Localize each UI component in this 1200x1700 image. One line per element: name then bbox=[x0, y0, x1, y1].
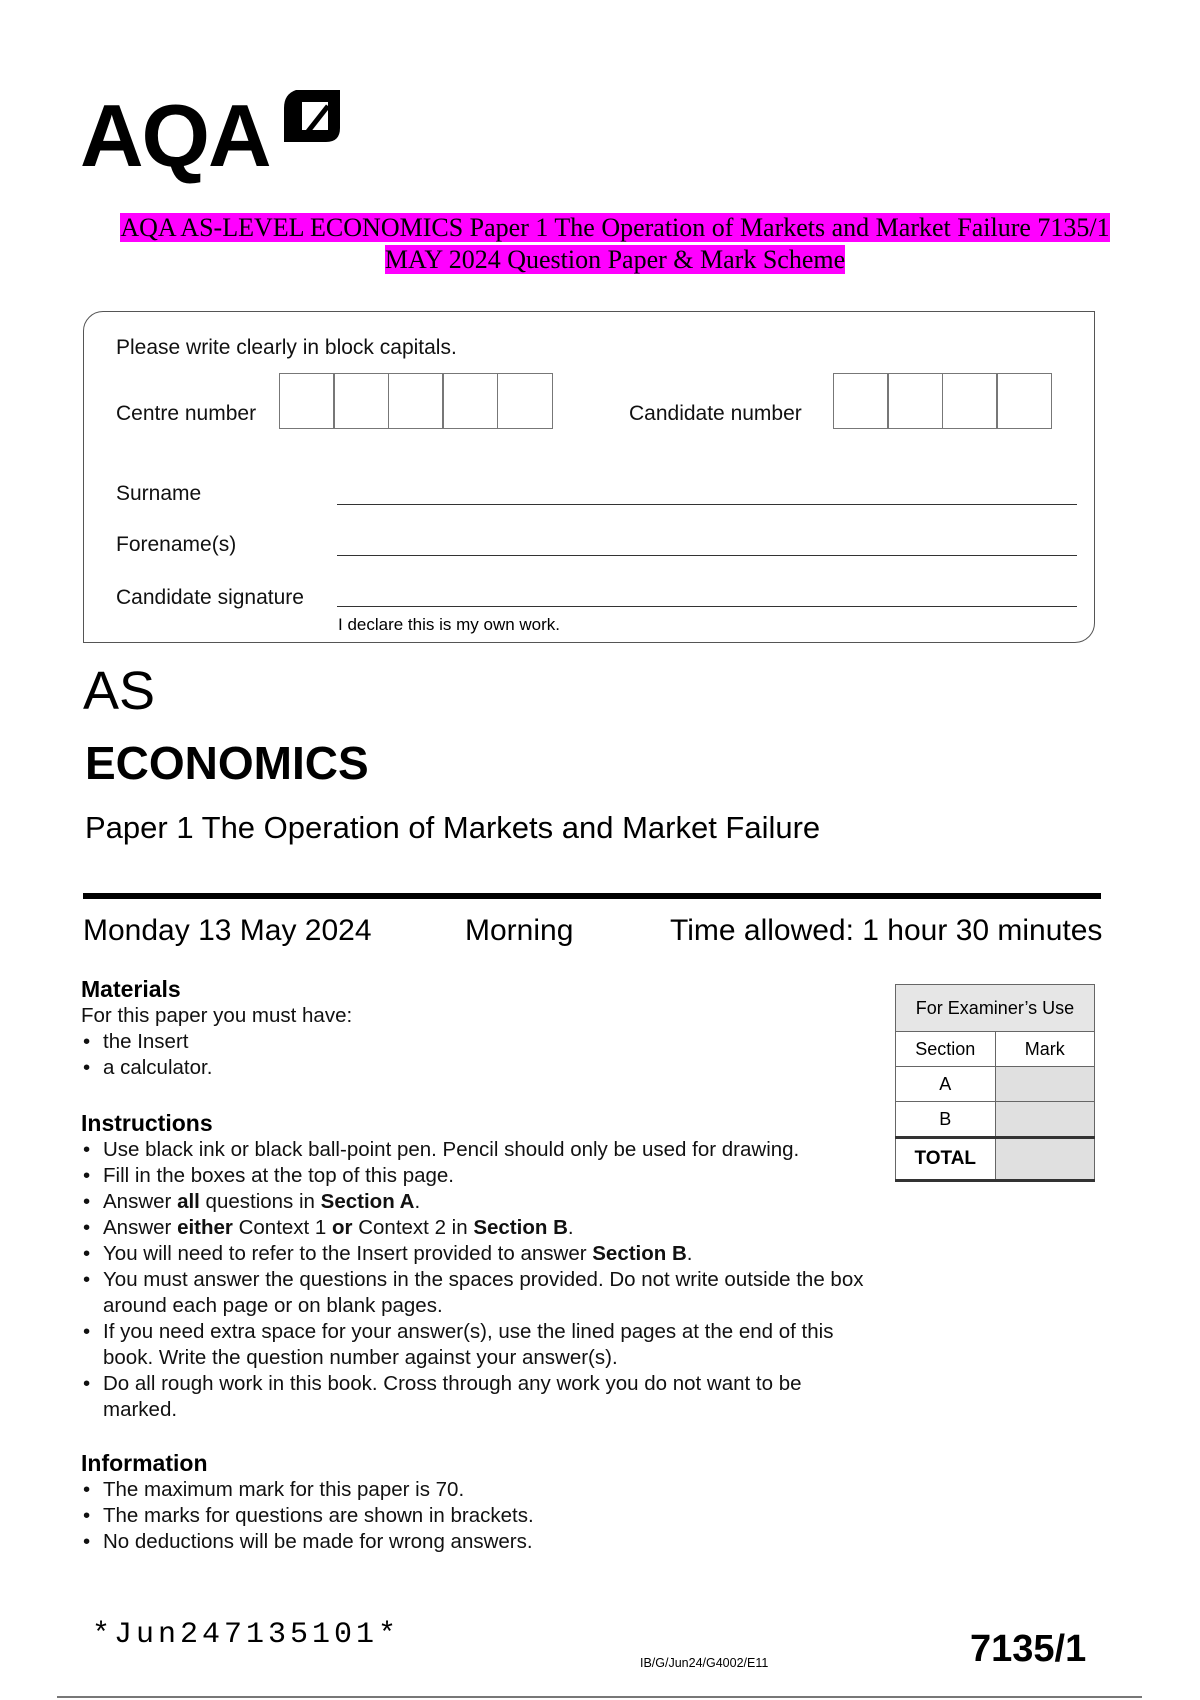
materials-heading: Materials bbox=[81, 976, 181, 1002]
aqa-leaf-icon bbox=[282, 88, 342, 150]
total-label: TOTAL bbox=[896, 1138, 996, 1181]
section-b-label: B bbox=[896, 1102, 996, 1138]
centre-number-digit[interactable] bbox=[333, 373, 389, 429]
surname-label: Surname bbox=[116, 482, 202, 505]
exam-session: Morning bbox=[465, 914, 574, 947]
signature-label: Candidate signature bbox=[116, 586, 304, 609]
document-title-line2: MAY 2024 Question Paper & Mark Scheme bbox=[384, 245, 846, 274]
paper-title: Paper 1 The Operation of Markets and Market Failure bbox=[85, 810, 821, 845]
materials-item: • a calculator. bbox=[81, 1055, 881, 1081]
instruction-item: • You will need to refer to the Insert provided to answer Section B. bbox=[81, 1241, 871, 1267]
section-column-header: Section bbox=[896, 1032, 996, 1067]
materials-intro: For this paper you must have: bbox=[81, 1004, 353, 1027]
centre-number-label: Centre number bbox=[116, 402, 257, 425]
instructions-heading: Instructions bbox=[81, 1110, 213, 1136]
instruction-item: • Do all rough work in this book. Cross through any work you do not want to be marked. bbox=[81, 1371, 871, 1423]
candidate-number-digit[interactable] bbox=[996, 373, 1052, 429]
section-b-mark-cell bbox=[995, 1102, 1095, 1138]
instruction-item: • Answer all questions in Section A. bbox=[81, 1189, 871, 1215]
materials-section bbox=[81, 976, 881, 1081]
instruction-item: • You must answer the questions in the spaces provided. Do not write outside the box around each page or on blank pages. bbox=[81, 1267, 871, 1319]
centre-number-digit[interactable] bbox=[388, 373, 444, 429]
footer-divider bbox=[57, 1696, 1142, 1698]
mark-column-header: Mark bbox=[995, 1032, 1095, 1067]
section-a-label: A bbox=[896, 1067, 996, 1102]
information-item: • The maximum mark for this paper is 70. bbox=[81, 1477, 881, 1503]
section-a-mark-cell bbox=[995, 1067, 1095, 1102]
instruction-item: • Use black ink or black ball-point pen. Pencil should only be used for drawing. bbox=[81, 1137, 871, 1163]
centre-number-digit[interactable] bbox=[497, 373, 553, 429]
instructions-section bbox=[81, 1110, 871, 1423]
instruction-item: • If you need extra space for your answer(s), use the lined pages at the end of this book. Write the question number against your answer(s). bbox=[81, 1319, 871, 1371]
exam-date: Monday 13 May 2024 bbox=[83, 914, 372, 947]
heavy-divider bbox=[83, 893, 1101, 899]
qualification-level: AS bbox=[83, 661, 156, 721]
paper-code: 7135/1 bbox=[970, 1628, 1087, 1670]
candidate-number-digit[interactable] bbox=[887, 373, 943, 429]
information-heading: Information bbox=[81, 1450, 208, 1476]
barcode-text: *Jun247135101* bbox=[92, 1618, 401, 1652]
examiner-use-title: For Examiner’s Use bbox=[896, 985, 1095, 1032]
total-mark-cell bbox=[995, 1138, 1095, 1181]
document-title bbox=[70, 212, 1160, 276]
document-title-line1: AQA AS-LEVEL ECONOMICS Paper 1 The Operation of Markets and Market Failure 7135/1 bbox=[120, 213, 1110, 242]
document-reference: IB/G/Jun24/G4002/E11 bbox=[640, 1656, 769, 1670]
information-item: • The marks for questions are shown in brackets. bbox=[81, 1503, 881, 1529]
instruction-item: • Fill in the boxes at the top of this page. bbox=[81, 1163, 871, 1189]
own-work-declaration: I declare this is my own work. bbox=[338, 615, 561, 634]
centre-number-boxes[interactable] bbox=[280, 373, 553, 429]
aqa-logo-text: AQA bbox=[80, 86, 270, 185]
information-item: • No deductions will be made for wrong answers. bbox=[81, 1529, 881, 1555]
candidate-number-digit[interactable] bbox=[942, 373, 998, 429]
block-capitals-instruction: Please write clearly in block capitals. bbox=[116, 336, 457, 359]
forenames-label: Forename(s) bbox=[116, 533, 237, 556]
candidate-number-boxes[interactable] bbox=[834, 373, 1052, 429]
information-section bbox=[81, 1450, 881, 1555]
candidate-number-digit[interactable] bbox=[833, 373, 889, 429]
centre-number-digit[interactable] bbox=[442, 373, 498, 429]
candidate-number-label: Candidate number bbox=[629, 402, 802, 425]
surname-field[interactable] bbox=[337, 504, 1077, 505]
forenames-field[interactable] bbox=[337, 555, 1077, 556]
centre-number-digit[interactable] bbox=[279, 373, 335, 429]
time-allowed: Time allowed: 1 hour 30 minutes bbox=[670, 914, 1103, 947]
signature-field[interactable] bbox=[337, 606, 1077, 607]
examiner-use-table bbox=[895, 984, 1095, 1182]
subject-title: ECONOMICS bbox=[85, 737, 369, 789]
materials-item: • the Insert bbox=[81, 1029, 881, 1055]
instruction-item: • Answer either Context 1 or Context 2 in Section B. bbox=[81, 1215, 871, 1241]
